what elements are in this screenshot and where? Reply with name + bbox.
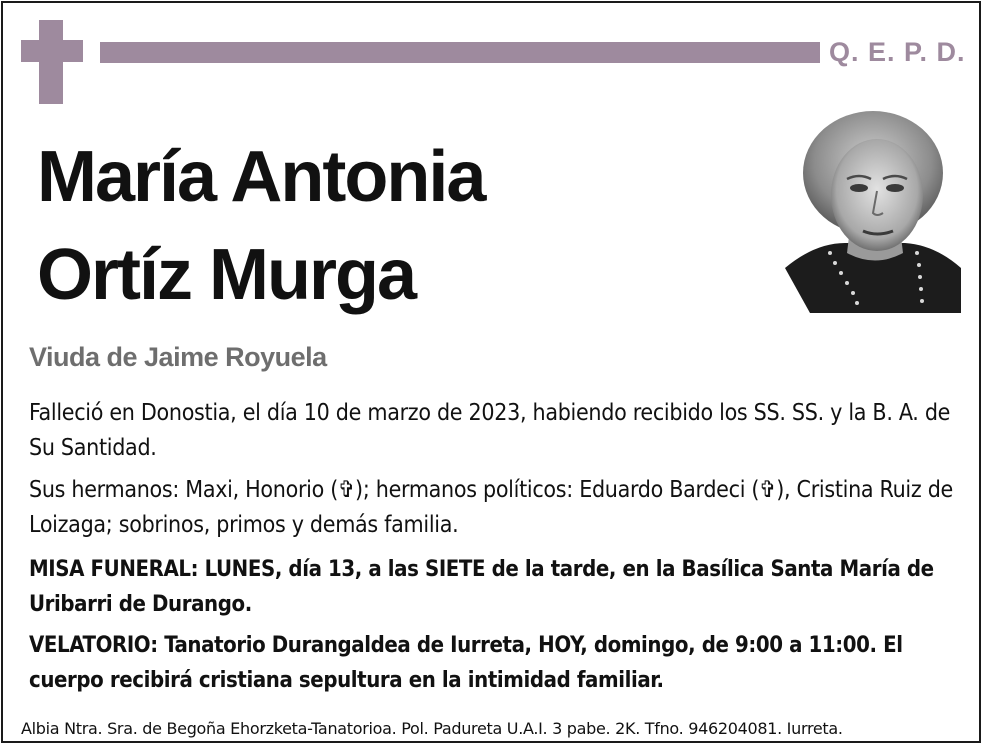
obituary-card [1,1,981,743]
funeral-home-footer: Albia Ntra. Sra. de Begoña Ehorzketa-Tanatorioa. Pol. Padureta U.A.I. 3 pabe. 2K. Tfno. 946204081. Iurreta. [21,719,843,738]
death-notice-paragraph: Falleció en Donostia, el día 10 de marzo de 2023, habiendo recibido los SS. SS. y la B. A. de Su Santidad. [29,400,951,461]
family-paragraph: Sus hermanos: Maxi, Honorio (✞); hermanos políticos: Eduardo Bardeci (✞), Cristina Ruiz de Loizaga; sobrinos, primos y demás familia. [29,477,953,538]
wake-paragraph: VELATORIO: Tanatorio Durangaldea de Iurreta, HOY, domingo, de 9:00 a 11:00. El cuerpo recibirá cristiana sepultura en la intimidad familiar. [29,633,903,693]
deceased-name-line2: Ortíz Murga [37,235,416,315]
funeral-mass-paragraph: MISA FUNERAL: LUNES, día 13, a las SIETE de la tarde, en la Basílica Santa María de Uribarri de Durango. [29,557,934,617]
portrait-photo [785,103,961,313]
latin-cross-icon-bar [21,40,83,62]
widow-of-subtitle: Viuda de Jaime Royuela [29,342,327,372]
header-rule [100,42,820,63]
qepd-label: Q. E. P. D. [829,37,966,67]
latin-cross-icon [39,20,63,104]
deceased-name-line1: María Antonia [37,137,485,217]
